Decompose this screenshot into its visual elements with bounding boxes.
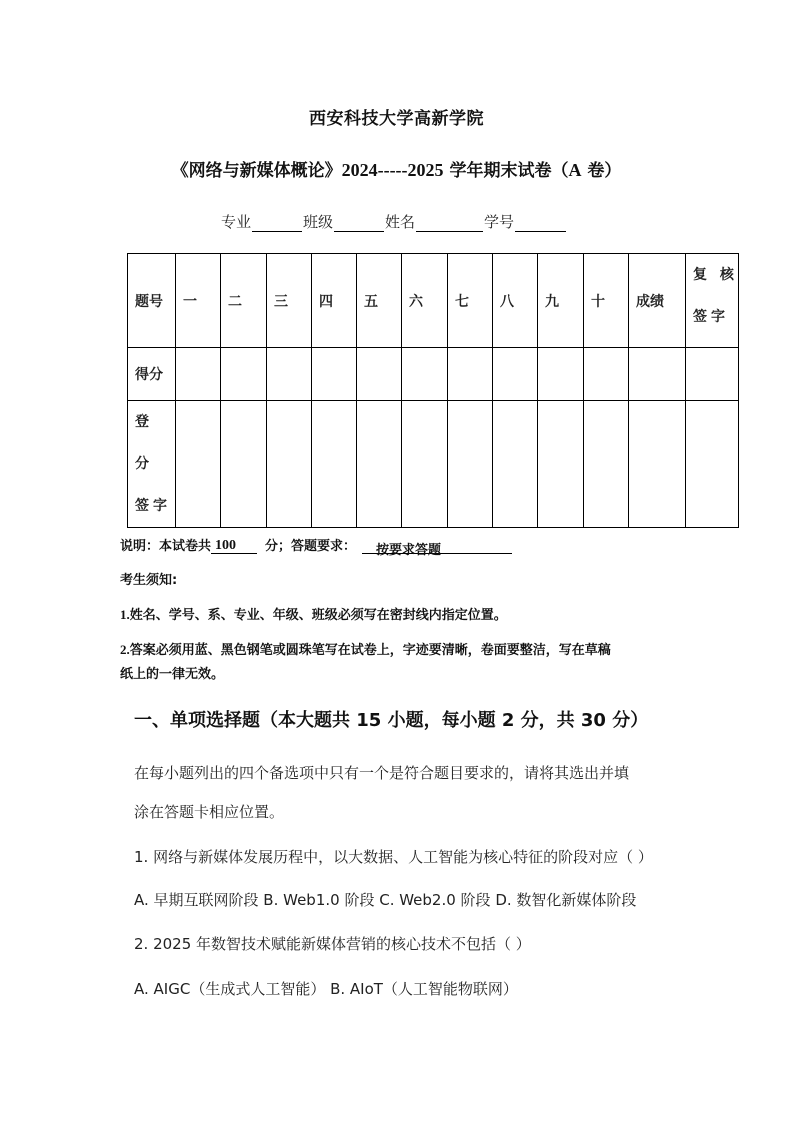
major-field[interactable]: [252, 215, 302, 232]
column-header: 六: [402, 254, 448, 348]
notice-item-2: 2.答案必须用蓝、黑色钢笔或圆珠笔写在试卷上，字迹要清晰，卷面要整洁，写在草稿: [120, 642, 611, 658]
notice-heading: 考生须知:: [120, 573, 178, 588]
signature-cell[interactable]: [357, 401, 402, 528]
column-header: 一: [176, 254, 221, 348]
row-header-register-signature: 登 分 签字: [128, 401, 176, 528]
score-table: [127, 253, 739, 528]
column-header: 四: [312, 254, 357, 348]
signature-cell[interactable]: [402, 401, 448, 528]
score-cell[interactable]: [221, 348, 267, 401]
column-header-total: 成绩: [629, 254, 686, 348]
score-cell[interactable]: [493, 348, 538, 401]
section-heading: 一、单项选择题（本大题共 15 小题，每小题 2 分，共 30 分）: [134, 710, 649, 731]
answer-requirement-field: 按要求答题: [362, 539, 512, 554]
signature-cell[interactable]: [584, 401, 629, 528]
signature-cell[interactable]: [176, 401, 221, 528]
exam-title-end: 卷）: [581, 161, 622, 181]
question-2-options: A. AIGC（生成式人工智能） B. AIoT（人工智能物联网）: [134, 980, 518, 998]
exam-term: 学年期末试卷（: [443, 161, 569, 181]
score-cell[interactable]: [267, 348, 312, 401]
score-cell[interactable]: [584, 348, 629, 401]
column-header-review-signature: 复 核 签字: [686, 254, 739, 348]
score-cell[interactable]: [312, 348, 357, 401]
register-signature-row: [128, 401, 739, 528]
column-header: 九: [538, 254, 584, 348]
class-label: 班级: [303, 213, 334, 231]
course-title: 《网络与新媒体概论》: [171, 161, 342, 181]
signature-cell[interactable]: [629, 401, 686, 528]
column-header: 三: [267, 254, 312, 348]
column-header: 二: [221, 254, 267, 348]
exam-description: [120, 535, 512, 558]
question-2-stem: 2. 2025 年数智技术赋能新媒体营销的核心技术不包括（ ）: [134, 935, 531, 953]
question-number-row: [128, 254, 739, 348]
signature-cell[interactable]: [538, 401, 584, 528]
signature-cell[interactable]: [221, 401, 267, 528]
question-1-stem: 1. 网络与新媒体发展历程中，以大数据、人工智能为核心特征的阶段对应（ ）: [134, 848, 653, 866]
school-name: 西安科技大学高新学院: [309, 109, 484, 129]
student-id-field[interactable]: [515, 215, 566, 232]
row-header-score: 得分: [128, 348, 176, 401]
column-header: 七: [448, 254, 493, 348]
notice-item-2-continued: 纸上的一律无效。: [120, 667, 225, 682]
signature-cell[interactable]: [686, 401, 739, 528]
review-score-cell[interactable]: [686, 348, 739, 401]
score-cell[interactable]: [538, 348, 584, 401]
signature-cell[interactable]: [312, 401, 357, 528]
paper-version: A: [568, 160, 582, 180]
academic-years: 2024-----2025: [341, 160, 444, 180]
name-field[interactable]: [416, 215, 483, 232]
exam-title: [0, 156, 793, 181]
total-score-cell[interactable]: [629, 348, 686, 401]
score-cell[interactable]: [176, 348, 221, 401]
column-header: 五: [357, 254, 402, 348]
row-header-question-no: 题号: [128, 254, 176, 348]
student-info-line: [221, 211, 567, 232]
signature-cell[interactable]: [493, 401, 538, 528]
student-id-label: 学号: [484, 213, 515, 231]
major-label: 专业: [221, 213, 252, 231]
signature-cell[interactable]: [267, 401, 312, 528]
description-mid: 分；答题要求：: [265, 539, 357, 554]
column-header: 八: [493, 254, 538, 348]
score-cell[interactable]: [402, 348, 448, 401]
score-cell[interactable]: [357, 348, 402, 401]
score-cell[interactable]: [448, 348, 493, 401]
total-points-field: 100: [211, 538, 257, 554]
section-instruction-continued: 涂在答题卡相应位置。: [134, 803, 285, 821]
column-header: 十: [584, 254, 629, 348]
score-row: [128, 348, 739, 401]
notice-item-1: 1.姓名、学号、系、专业、年级、班级必须写在密封线内指定位置。: [120, 607, 507, 623]
signature-cell[interactable]: [448, 401, 493, 528]
class-field[interactable]: [334, 215, 384, 232]
section-instruction: 在每小题列出的四个备选项中只有一个是符合题目要求的，请将其选出并填: [134, 764, 630, 782]
question-1-options: A. 早期互联网阶段 B. Web1.0 阶段 C. Web2.0 阶段 D. 数智化新媒体阶段: [134, 891, 637, 909]
description-prefix: 说明：本试卷共: [120, 539, 212, 554]
name-label: 姓名: [385, 213, 416, 231]
